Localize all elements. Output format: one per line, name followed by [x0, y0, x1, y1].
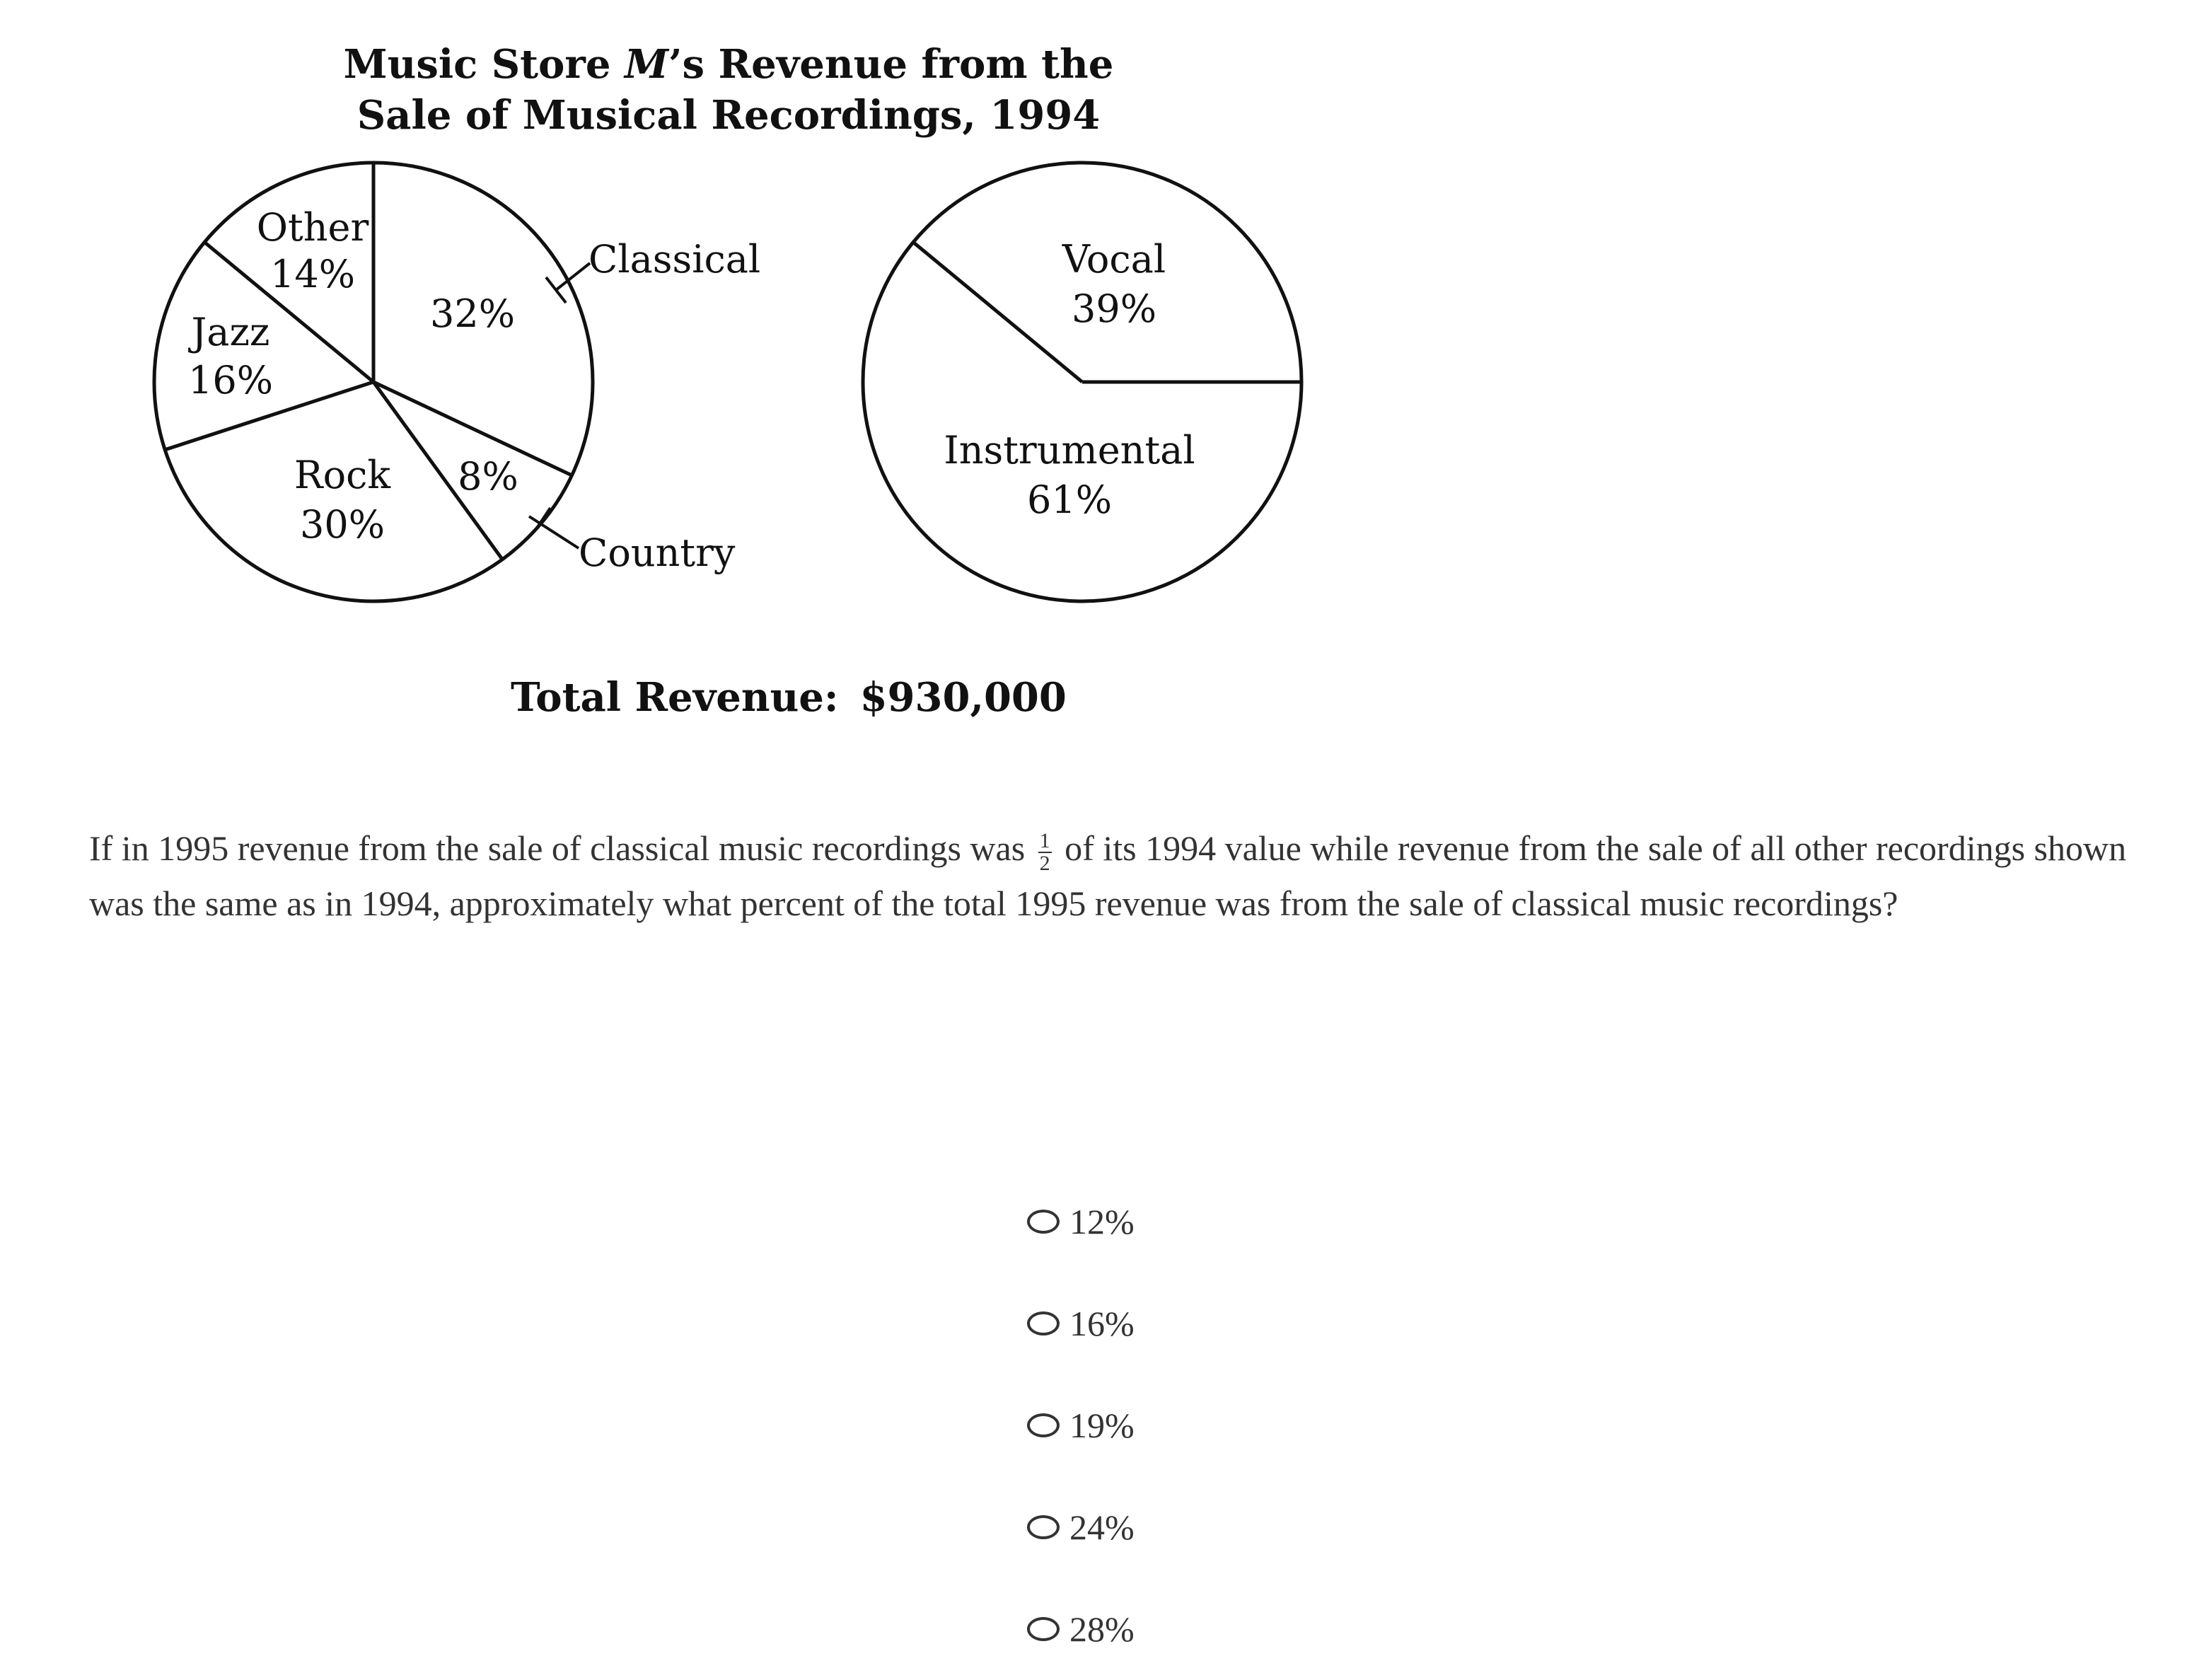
answer-choice[interactable] — [1027, 1476, 1135, 1578]
slice-boundary-vocal — [913, 242, 1082, 382]
slice-label-instrumental: Instrumental — [944, 428, 1195, 473]
radio-button[interactable] — [1027, 1413, 1060, 1437]
slice-value-other: 14% — [269, 252, 356, 296]
chart-title-line2: Sale of Musical Recordings, 1994 — [356, 92, 1101, 139]
question-text — [89, 821, 2140, 931]
total-revenue: Total Revenue: $930,000 — [511, 674, 1067, 721]
answer-choice[interactable] — [1027, 1273, 1135, 1374]
vocal-instrumental-pie-chart — [863, 163, 1301, 601]
choice-label: 24% — [1069, 1507, 1135, 1547]
question-part2: of its 1994 value while revenue from the sale of all other recordings shown was the same as in 1994, approximately what percent of the total 1995 revenue was from the sale of classical music recordings? — [89, 828, 2127, 923]
slice-label-country: Country — [579, 531, 736, 575]
choice-label: 12% — [1069, 1202, 1135, 1241]
slice-label-rock: Rock — [294, 453, 391, 497]
chart-title: Music Store M’s Revenue from the — [343, 41, 1114, 88]
slice-label-vocal: Vocal — [1062, 237, 1166, 282]
choice-label: 28% — [1069, 1609, 1135, 1649]
slice-value-instrumental: 61% — [1026, 477, 1113, 522]
slice-value-jazz: 16% — [187, 358, 274, 402]
radio-button[interactable] — [1027, 1617, 1060, 1641]
answer-choices — [1027, 1171, 1135, 1680]
radio-button[interactable] — [1027, 1210, 1060, 1234]
choice-label: 16% — [1069, 1304, 1135, 1343]
radio-button[interactable] — [1027, 1311, 1060, 1336]
pie-charts-figure — [0, 0, 2192, 764]
answer-choice[interactable] — [1027, 1578, 1135, 1680]
slice-label-classical: Classical — [588, 237, 761, 282]
fraction-one-half: $\frac{1}{2}$ — [1039, 828, 1050, 875]
slice-value-country: 8% — [458, 454, 518, 499]
slice-label-other: Other — [256, 205, 369, 250]
question-part1: If in 1995 revenue from the sale of classical music recordings was — [89, 828, 1026, 868]
slice-value-vocal: 39% — [1071, 286, 1157, 331]
radio-button[interactable] — [1027, 1515, 1060, 1539]
choice-label: 19% — [1069, 1406, 1135, 1445]
slice-label-jazz: Jazz — [191, 310, 270, 354]
slice-value-rock: 30% — [299, 502, 385, 547]
answer-choice[interactable] — [1027, 1374, 1135, 1476]
genre-pie-chart — [154, 163, 760, 601]
answer-choice[interactable] — [1027, 1171, 1135, 1273]
slice-value-classical: 32% — [429, 291, 516, 336]
